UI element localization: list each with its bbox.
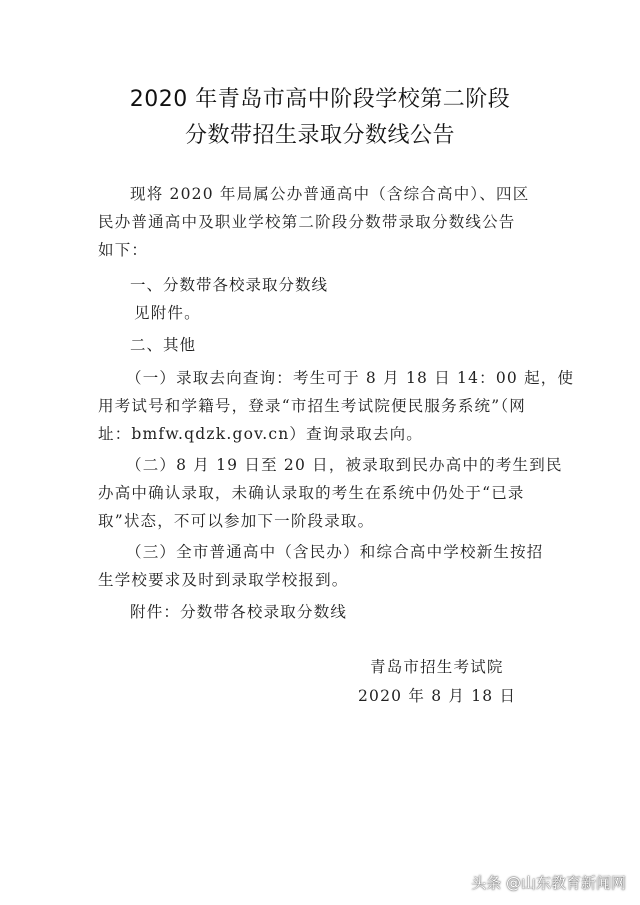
section-2-heading: 二、其他	[130, 336, 197, 354]
signature-date: 2020 年 8 月 18 日	[358, 687, 517, 705]
signature-org: 青岛市招生考试院	[370, 658, 504, 676]
item-2-line-1: （二）8 月 19 日至 20 日，被录取到民办高中的考生到民	[126, 456, 563, 474]
section-1-text: 见附件。	[134, 304, 201, 322]
item-2-line-2: 办高中确认录取，未确认录取的考生在系统中仍处于“已录	[98, 484, 525, 502]
document-title-line-1: 2020 年青岛市高中阶段学校第二阶段	[129, 87, 511, 112]
intro-line-2: 民办普通高中及职业学校第二阶段分数带录取分数线公告	[98, 213, 516, 231]
item-1-line-1: （一）录取去向查询：考生可于 8 月 18 日 14：00 起，使	[126, 369, 575, 387]
attachment-note: 附件：分数带各校录取分数线	[130, 603, 348, 621]
intro-line-1: 现将 2020 年局属公办普通高中（含综合高中）、四区	[130, 185, 530, 203]
item-3-line-2: 生学校要求及时到录取学校报到。	[98, 571, 349, 589]
item-2-line-3: 取”状态，不可以参加下一阶段录取。	[98, 512, 375, 530]
document-title-line-2: 分数带招生录取分数线公告	[184, 123, 455, 148]
item-3-line-1: （三）全市普通高中（含民办）和综合高中学校新生按招	[126, 543, 544, 561]
item-1-line-3: 址：bmfw.qdzk.gov.cn）查询录取去向。	[98, 425, 424, 443]
section-1-heading: 一、分数带各校录取分数线	[130, 276, 329, 294]
intro-line-3: 如下：	[98, 241, 149, 259]
item-1-line-2: 用考试号和学籍号，登录“市招生考试院便民服务系统”（网	[98, 397, 526, 415]
watermark-text: 头条 @山东教育新闻网	[471, 874, 626, 892]
